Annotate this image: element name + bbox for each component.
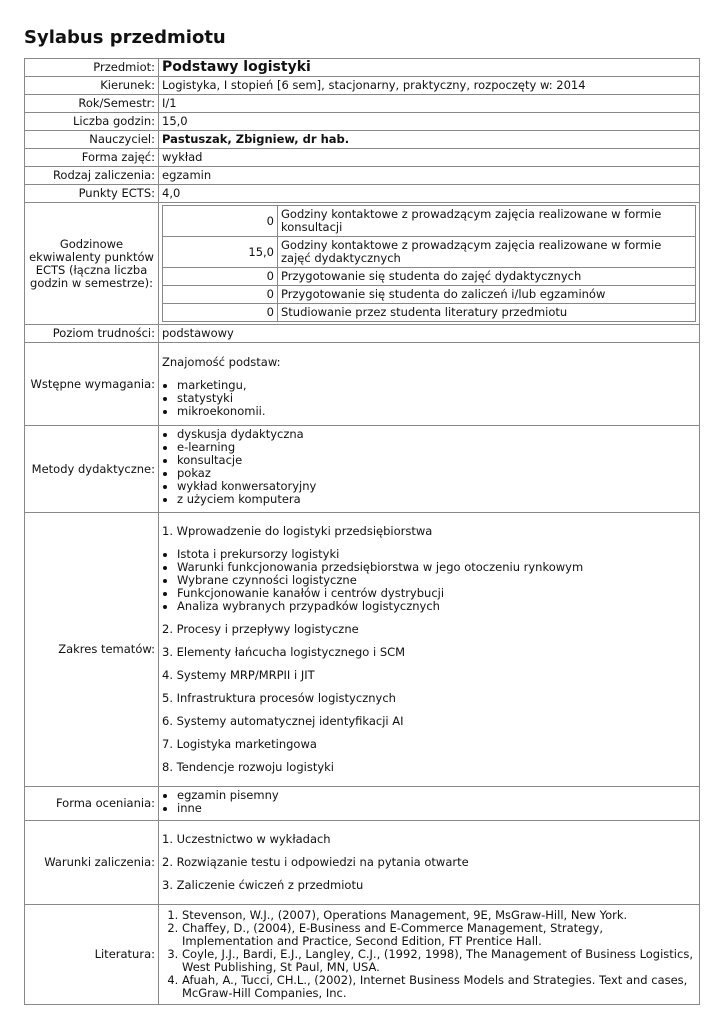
list-item: • inne (177, 802, 696, 815)
label-przedmiot: Przedmiot: (25, 59, 159, 77)
row-ocenianie (25, 787, 700, 821)
topic-3: 3. Elementy łańcucha logistycznego i SCM (162, 645, 406, 659)
literatura-list (162, 909, 696, 1000)
row-godzin (25, 113, 700, 131)
wymagania-list (162, 379, 696, 418)
label-literatura: Literatura: (25, 905, 159, 1005)
value-warunki (159, 821, 700, 905)
topic-7: 7. Logistyka marketingowa (162, 737, 317, 751)
list-item: • Istota i prekursorzy logistyki (177, 548, 696, 561)
list-item: • z użyciem komputera (177, 493, 696, 506)
value-rodzaj: egzamin (159, 167, 700, 185)
row-rok (25, 95, 700, 113)
topic-4: 4. Systemy MRP/MRPII i JIT (162, 668, 315, 682)
value-wymagania (159, 343, 700, 426)
warunek-2: 2. Rozwiązanie testu i odpowiedzi na pytania otwarte (162, 855, 469, 869)
label-metody: Metody dydaktyczne: (25, 426, 159, 513)
list-item: • pokaz (177, 467, 696, 480)
list-item: 2. Chaffey, D., (2004), E-Business and E-Commerce Management, Strategy, Implementation and Practice, Second Edition, FT Prentice Hall. (182, 922, 696, 948)
label-ects: Punkty ECTS: (25, 185, 159, 203)
label-godzin: Liczba godzin: (25, 113, 159, 131)
hours-text: Przygotowanie się studenta do zajęć dydaktycznych (278, 268, 696, 286)
value-zakres (159, 513, 700, 787)
hours-text: Godziny kontaktowe z prowadzącym zajęcia realizowane w formie zajęć dydaktycznych (278, 237, 696, 268)
label-rodzaj: Rodzaj zaliczenia: (25, 167, 159, 185)
list-item: • statystyki (177, 392, 696, 405)
list-item: • marketingu, (177, 379, 696, 392)
list-item: • e-learning (177, 441, 696, 454)
ects-hours-item (163, 268, 696, 286)
hours-text: Przygotowanie się studenta do zaliczeń i/lub egzaminów (278, 286, 696, 304)
label-wymagania: Wstępne wymagania: (25, 343, 159, 426)
topic-1: 1. Wprowadzenie do logistyki przedsiębiorstwa (162, 524, 433, 538)
topic-8: 8. Tendencje rozwoju logistyki (162, 760, 334, 774)
value-kierunek: Logistyka, I stopień [6 sem], stacjonarny, praktyczny, rozpoczęty w: 2014 (159, 77, 700, 95)
list-item: • mikroekonomii. (177, 405, 696, 418)
list-item: • dyskusja dydaktyczna (177, 428, 696, 441)
value-przedmiot: Podstawy logistyki (159, 59, 700, 77)
value-ects-hours (159, 203, 700, 325)
hours-text: Godziny kontaktowe z prowadzącym zajęcia realizowane w formie konsultacji (278, 206, 696, 237)
list-item: • konsultacje (177, 454, 696, 467)
hours-value: 0 (163, 206, 278, 237)
list-item: • Funkcjonowanie kanałów i centrów dystrybucji (177, 587, 696, 600)
topic-6: 6. Systemy automatycznej identyfikacji AI (162, 714, 404, 728)
topic-2: 2. Procesy i przepływy logistyczne (162, 622, 359, 636)
row-warunki (25, 821, 700, 905)
row-literatura (25, 905, 700, 1005)
label-rok: Rok/Semestr: (25, 95, 159, 113)
hours-text: Studiowanie przez studenta literatury przedmiotu (278, 304, 696, 322)
list-item: 4. Afuah, A., Tucci, CH.L., (2002), Internet Business Models and Strategies. Text and cases, McGraw-Hill Companies, Inc. (182, 974, 696, 1000)
topic-1-list (162, 548, 696, 613)
value-metody (159, 426, 700, 513)
label-poziom: Poziom trudności: (25, 325, 159, 343)
value-literatura (159, 905, 700, 1005)
list-item: • Warunki funkcjonowania przedsiębiorstwa w jego otoczeniu rynkowym (177, 561, 696, 574)
warunek-1: 1. Uczestnictwo w wykładach (162, 832, 331, 846)
ects-hours-item (163, 304, 696, 322)
row-ects-hours (25, 203, 700, 325)
row-poziom (25, 325, 700, 343)
label-nauczyciel: Nauczyciel: (25, 131, 159, 149)
list-item: • Analiza wybranych przypadków logistycznych (177, 600, 696, 613)
row-ects (25, 185, 700, 203)
value-poziom: podstawowy (159, 325, 700, 343)
value-nauczyciel: Pastuszak, Zbigniew, dr hab. (159, 131, 700, 149)
hours-value: 0 (163, 286, 278, 304)
value-rok: I/1 (159, 95, 700, 113)
list-item: • Wybrane czynności logistyczne (177, 574, 696, 587)
row-metody (25, 426, 700, 513)
warunek-3: 3. Zaliczenie ćwiczeń z przedmiotu (162, 878, 364, 892)
value-ocenianie (159, 787, 700, 821)
hours-value: 0 (163, 304, 278, 322)
list-item: 1. Stevenson, W.J., (2007), Operations Management, 9E, MsGraw-Hill, New York. (182, 909, 696, 922)
metody-list (162, 428, 696, 506)
page-title: Sylabus przedmiotu (24, 27, 226, 48)
ects-hours-item (163, 286, 696, 304)
list-item: 3. Coyle, J.J., Bardi, E.J., Langley, C.J., (1992, 1998), The Management of Business Logistics, West Publishing, St Paul, MN, USA. (182, 948, 696, 974)
ects-hours-item (163, 206, 696, 237)
row-wymagania (25, 343, 700, 426)
topic-5: 5. Infrastruktura procesów logistycznych (162, 691, 396, 705)
list-item: • egzamin pisemny (177, 789, 696, 802)
row-zakres (25, 513, 700, 787)
row-kierunek (25, 77, 700, 95)
row-przedmiot (25, 59, 700, 77)
syllabus-table (24, 58, 700, 1005)
value-godzin: 15,0 (159, 113, 700, 131)
ects-hours-list (162, 205, 696, 322)
label-forma: Forma zajęć: (25, 149, 159, 167)
wymagania-intro: Znajomość podstaw: (162, 355, 281, 369)
ects-hours-item (163, 237, 696, 268)
label-zakres: Zakres tematów: (25, 513, 159, 787)
label-ocenianie: Forma oceniania: (25, 787, 159, 821)
ocenianie-list (162, 789, 696, 815)
hours-value: 15,0 (163, 237, 278, 268)
value-forma: wykład (159, 149, 700, 167)
list-item: • wykład konwersatoryjny (177, 480, 696, 493)
row-rodzaj (25, 167, 700, 185)
row-forma (25, 149, 700, 167)
label-ects-hours: Godzinowe ekwiwalenty punktów ECTS (łączna liczba godzin w semestrze): (25, 203, 159, 325)
row-nauczyciel (25, 131, 700, 149)
label-warunki: Warunki zaliczenia: (25, 821, 159, 905)
hours-value: 0 (163, 268, 278, 286)
value-ects: 4,0 (159, 185, 700, 203)
label-kierunek: Kierunek: (25, 77, 159, 95)
